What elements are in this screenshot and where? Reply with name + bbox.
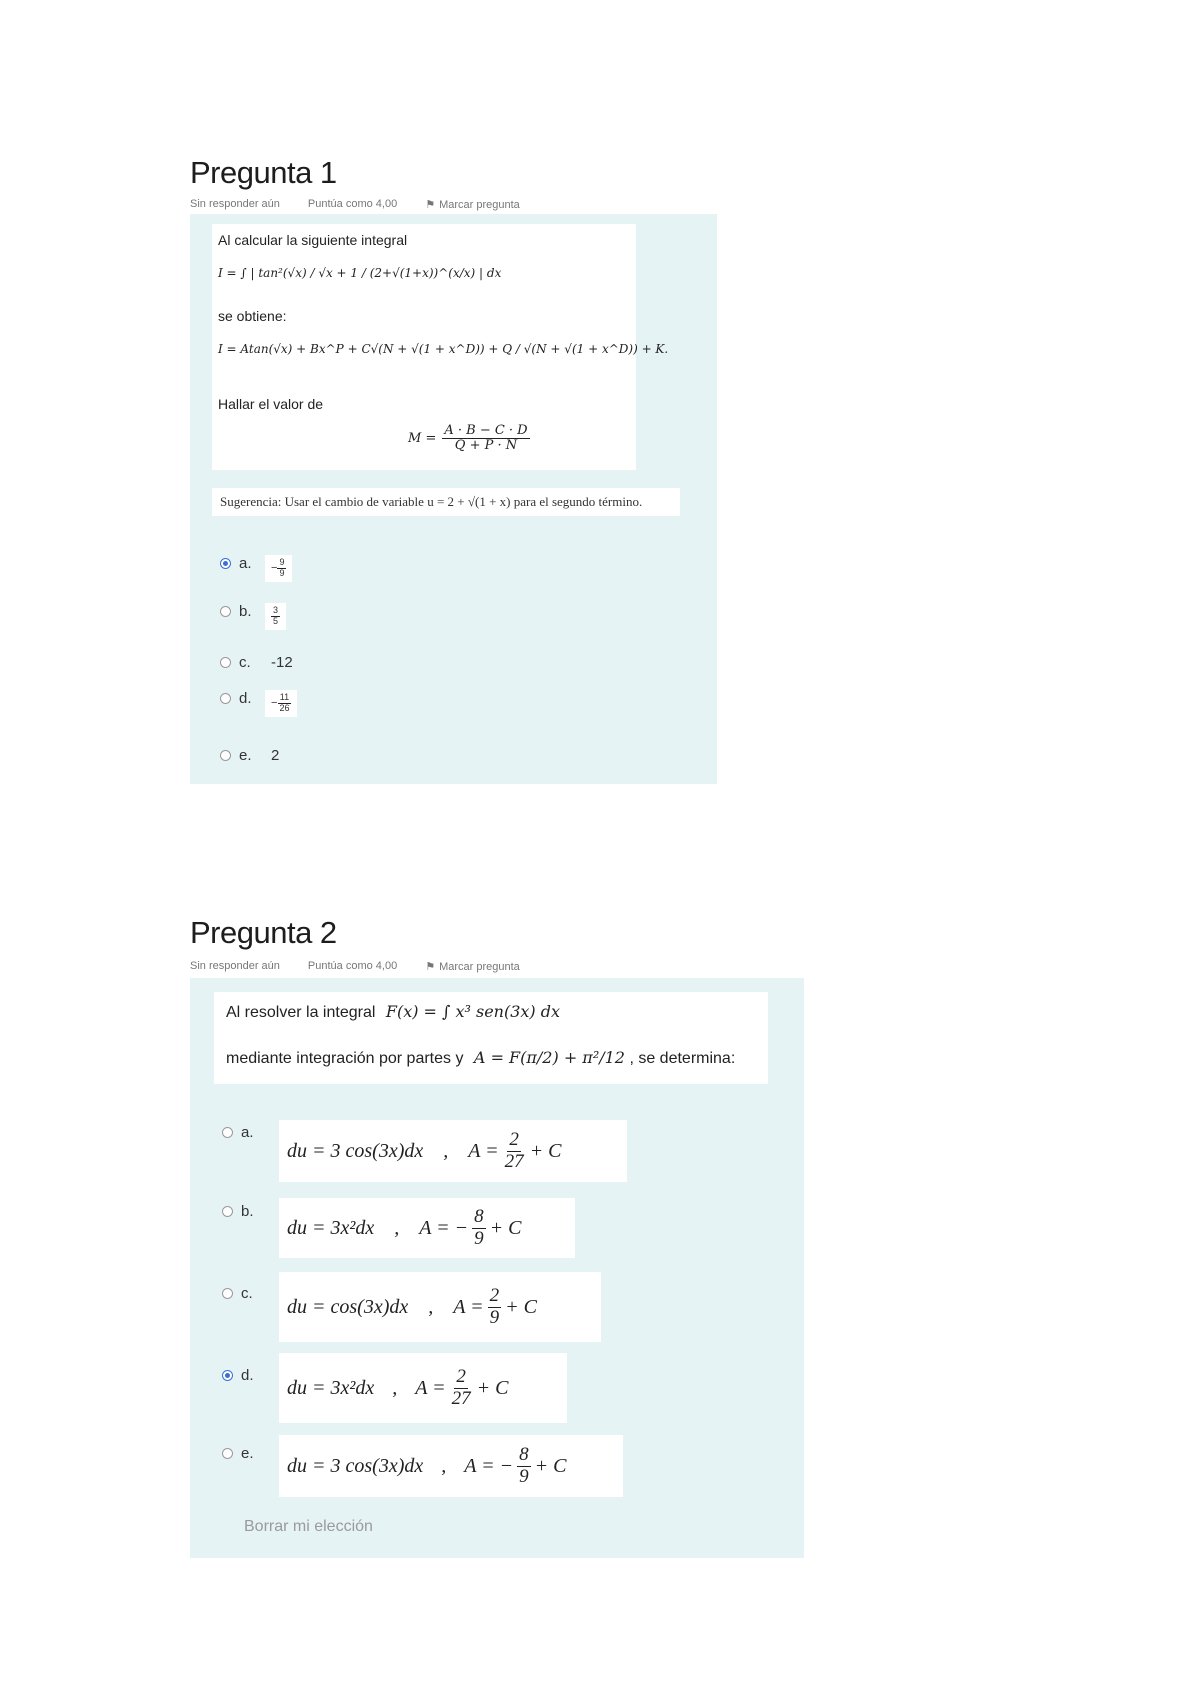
option-letter: b.: [241, 1203, 254, 1220]
answer-fraction: [472, 1207, 486, 1250]
q2-line-2: [226, 1048, 735, 1068]
radio-button[interactable]: [222, 1448, 233, 1459]
flag-icon: ⚑: [425, 961, 436, 973]
option-letter: d.: [241, 1367, 254, 1384]
option-answer: [265, 603, 286, 630]
m-numerator: A · B − C · D: [444, 423, 528, 438]
question-1-hint: Sugerencia: Usar el cambio de variable u = 2 + √(1 + x) para el segundo término.: [212, 488, 680, 516]
q1-option-b[interactable]: [220, 603, 286, 630]
answer-num: 8: [474, 1205, 484, 1227]
answer-fraction: [277, 558, 286, 579]
answer-num: 9: [279, 557, 285, 567]
q2-option-d-answer: [279, 1353, 567, 1423]
answer-den: 27: [504, 1150, 524, 1172]
answer-den: 26: [279, 702, 290, 713]
answer-tail: + C: [505, 1295, 537, 1318]
question-2-title: Pregunta 2: [190, 915, 337, 950]
separator-comma: ,: [394, 1216, 400, 1239]
q2-option-a-answer: [279, 1120, 627, 1182]
radio-button[interactable]: [220, 558, 231, 569]
q2-option-a[interactable]: [222, 1124, 267, 1141]
answer-den: 5: [273, 615, 279, 626]
question-1-score: Puntúa como 4,00: [307, 198, 398, 210]
answer-a-lhs: A =: [468, 1139, 499, 1162]
answer-fraction: [271, 606, 280, 627]
q1-option-c[interactable]: [220, 654, 293, 671]
answer-a-lhs: A =: [453, 1295, 484, 1318]
answer-sign: −: [271, 562, 278, 575]
option-letter: c.: [241, 1285, 253, 1302]
radio-button[interactable]: [220, 657, 231, 668]
answer-den: 9: [474, 1227, 484, 1249]
answer-tail: + C: [476, 1376, 509, 1399]
q1-find-label: Hallar el valor de: [218, 396, 324, 412]
m-denominator: Q + P · N: [454, 438, 518, 454]
question-2-flag-link[interactable]: [425, 960, 520, 973]
radio-button[interactable]: [222, 1206, 233, 1217]
radio-button[interactable]: [222, 1288, 233, 1299]
radio-button[interactable]: [222, 1370, 233, 1381]
q1-result: I = Atan(√x) + Bx^P + C√(N + √(1 + x^D)) + Q / √(N + √(1 + x^D)) + K.: [218, 342, 669, 356]
q1-obtained-label: se obtiene:: [218, 308, 287, 324]
answer-den: 9: [519, 1465, 529, 1487]
option-letter: a.: [241, 1124, 254, 1141]
option-answer: -12: [271, 654, 293, 671]
question-1-title: Pregunta 1: [190, 155, 337, 190]
radio-button[interactable]: [220, 606, 231, 617]
q1-option-d[interactable]: [220, 690, 297, 717]
answer-sign: −: [271, 697, 278, 710]
answer-num: 11: [279, 692, 290, 702]
q2-line-1: [226, 1002, 560, 1022]
option-letter: e.: [241, 1445, 254, 1462]
flag-icon: ⚑: [425, 199, 436, 211]
question-2-meta: [190, 960, 520, 973]
q2-option-c-answer: [279, 1272, 601, 1342]
option-letter: c.: [239, 654, 251, 671]
answer-num: 2: [456, 1365, 466, 1387]
question-1-flag-link[interactable]: [425, 198, 520, 211]
q2-line-2-end: , se determina:: [629, 1050, 736, 1067]
m-lhs: M =: [408, 431, 437, 447]
answer-num: 3: [273, 605, 279, 615]
q1-m-formula: [408, 424, 530, 454]
flag-label: Marcar pregunta: [439, 199, 520, 211]
q2-option-b-answer: [279, 1198, 575, 1258]
q1-option-e[interactable]: [220, 747, 279, 764]
answer-den: 9: [279, 567, 285, 578]
option-answer: 2: [271, 747, 280, 764]
answer-den: 9: [489, 1306, 500, 1328]
q2-option-e-answer: [279, 1435, 623, 1497]
answer-num: 8: [519, 1443, 529, 1465]
q2-option-e[interactable]: [222, 1445, 267, 1462]
q2-option-d[interactable]: [222, 1367, 267, 1384]
answer-tail: + C: [489, 1216, 522, 1239]
option-letter: d.: [239, 690, 252, 707]
m-fraction: [442, 424, 529, 454]
question-2-statement: [214, 992, 768, 1084]
question-2-status: Sin responder aún: [190, 960, 280, 972]
option-letter: b.: [239, 603, 252, 620]
answer-du: du = 3x²dx: [287, 1216, 375, 1239]
q1-option-a[interactable]: [220, 555, 292, 582]
answer-a-lhs: A = −: [419, 1216, 469, 1239]
option-letter: a.: [239, 555, 252, 572]
q1-integral: I = ∫ | tan²(√x) / √x + 1 / (2+√(1+x))^(x/x) | dx: [218, 266, 502, 280]
answer-fraction: [450, 1367, 473, 1410]
answer-fraction: [503, 1130, 526, 1173]
answer-num: 2: [489, 1284, 500, 1306]
separator-comma: ,: [392, 1376, 398, 1399]
q2-line-1-math: F(x) = ∫ x³ sen(3x) dx: [385, 1002, 561, 1021]
option-answer: [265, 690, 297, 717]
answer-fraction: [488, 1286, 502, 1329]
answer-tail: + C: [534, 1454, 567, 1477]
question-1-statement: [212, 224, 669, 470]
option-letter: e.: [239, 747, 252, 764]
q2-option-c[interactable]: [222, 1285, 267, 1302]
answer-tail: + C: [529, 1139, 562, 1162]
clear-choice-link[interactable]: Borrar mi elección: [244, 1518, 373, 1535]
separator-comma: ,: [443, 1139, 449, 1162]
answer-fraction: [517, 1445, 531, 1488]
answer-num: 2: [509, 1128, 519, 1150]
answer-a-lhs: A =: [415, 1376, 446, 1399]
answer-du: du = 3 cos(3x)dx: [287, 1454, 424, 1477]
answer-a-lhs: A = −: [464, 1454, 514, 1477]
radio-button[interactable]: [222, 1127, 233, 1138]
question-1-status: Sin responder aún: [190, 198, 280, 210]
answer-den: 27: [451, 1387, 471, 1409]
answer-du: du = 3 cos(3x)dx: [287, 1139, 424, 1162]
separator-comma: ,: [441, 1454, 447, 1477]
q2-line-2-math: A = F(π/2) + π²/12: [473, 1048, 625, 1067]
answer-fraction: [277, 693, 291, 714]
option-answer: [265, 555, 292, 582]
radio-button[interactable]: [220, 750, 231, 761]
q1-intro: Al calcular la siguiente integral: [218, 232, 408, 248]
question-1-meta: [190, 198, 520, 211]
q2-line-1-text: Al resolver la integral: [226, 1004, 376, 1021]
separator-comma: ,: [428, 1295, 434, 1318]
question-2-score: Puntúa como 4,00: [307, 960, 398, 972]
q2-line-2-text: mediante integración por partes y: [226, 1050, 464, 1067]
answer-du: du = cos(3x)dx: [287, 1295, 409, 1318]
radio-button[interactable]: [220, 693, 231, 704]
q2-option-b[interactable]: [222, 1203, 267, 1220]
flag-label: Marcar pregunta: [439, 961, 520, 973]
answer-du: du = 3x²dx: [287, 1376, 375, 1399]
